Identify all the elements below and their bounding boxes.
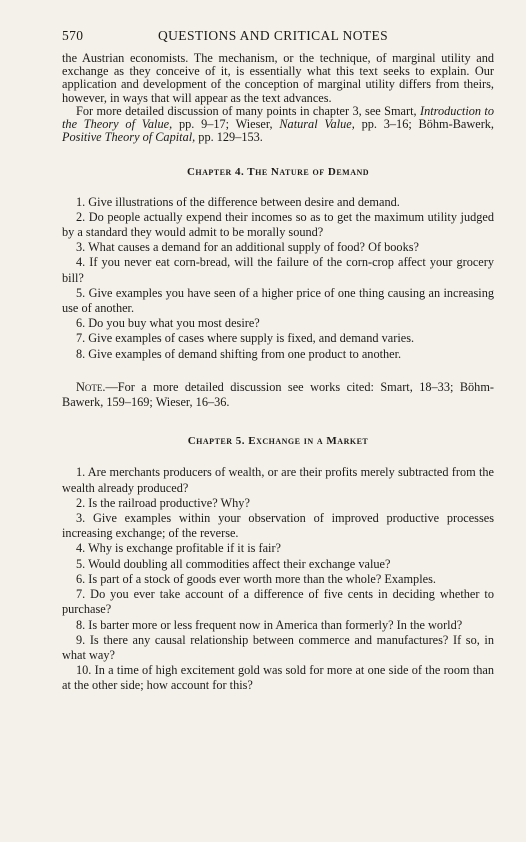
intro-paragraph: the Austrian economists. The mechanism, or the technique, of marginal utility and exchange as they conceive of it, is essentially what this text seeks to explain. Our application and development of the conception of marginal utility differs from theirs, however, in ways that will appear as the text advances. xyxy=(62,51,494,105)
question-item: 6. Do you buy what you most desire? xyxy=(76,316,260,331)
page-body xyxy=(62,52,494,694)
reading-pages-2: pp. 3–16; Böhm-Bawerk, xyxy=(361,117,495,132)
question-item: 1. Give illustrations of the difference between desire and demand. xyxy=(76,194,400,209)
question-item: 6. Is part of a stock of goods ever worth more than the whole? Examples. xyxy=(76,571,436,586)
question-item: 7. Do you ever take account of a difference of five cents in deciding whether to purchase? xyxy=(62,587,494,617)
question-item: 5. Would doubling all commodities affect their exchange value? xyxy=(76,556,391,571)
question-item: 3. Give examples within your observation of improved productive processes increasing exchange; of the reverse. xyxy=(62,511,494,541)
reading-pages-1: pp. 9–17; Wieser, xyxy=(178,117,273,132)
chapter-4-questions xyxy=(62,195,494,362)
question-item: 3. What causes a demand for an additional supply of food? Of books? xyxy=(76,240,419,255)
question-item: 4. If you never eat corn-bread, will the failure of the corn-crop affect your grocery bill? xyxy=(62,255,494,285)
reading-pages-3: pp. 129–153. xyxy=(198,130,263,145)
note-text: —For a more detailed discussion see works cited: Smart, 18–33; Böhm-Bawerk, 159–169; Wieser, 16–36. xyxy=(62,379,494,410)
chapter-4-note xyxy=(62,380,494,410)
question-item: 2. Is the railroad productive? Why? xyxy=(76,495,250,510)
further-reading-paragraph xyxy=(62,105,494,145)
question-item: 8. Is barter more or less frequent now in America than formerly? In the world? xyxy=(76,617,463,632)
book-title-smart: Introduction to the Theory of Value, xyxy=(62,103,494,132)
chapter-5-questions xyxy=(62,465,494,693)
question-item: 9. Is there any causal relationship between commerce and manufactures? If so, in what way? xyxy=(62,632,494,662)
running-title: QUESTIONS AND CRITICAL NOTES xyxy=(158,28,389,43)
question-item: 8. Give examples of demand shifting from one product to another. xyxy=(76,346,402,361)
reading-lead: For more detailed discussion of many points in chapter 3, see Smart, xyxy=(76,103,417,118)
question-item: 10. In a time of high excitement gold was sold for more at one side of the room than at the other side; how account for this? xyxy=(62,663,494,693)
question-item: 5. Give examples you have seen of a higher price of one thing causing an increasing use of another. xyxy=(62,285,494,316)
question-item: 1. Are merchants producers of wealth, or are their profits merely subtracted from the wealth already produced? xyxy=(62,465,494,495)
book-title-wieser: Natural Value, xyxy=(279,117,355,132)
chapter-4-heading: Chapter 4. The Nature of Demand xyxy=(186,166,370,179)
book-title-bohm-bawerk: Positive Theory of Capital, xyxy=(62,130,196,145)
chapter-5-heading: Chapter 5. Exchange in a Market xyxy=(187,435,369,448)
question-item: 7. Give examples of cases where supply is fixed, and demand varies. xyxy=(76,331,415,346)
running-header xyxy=(62,28,494,46)
intro-section xyxy=(62,52,494,144)
question-item: 4. Why is exchange profitable if it is fair? xyxy=(76,541,281,556)
note-label: Note. xyxy=(76,379,106,394)
page-number: 570 xyxy=(62,28,84,43)
question-item: 2. Do people actually expend their incomes so as to get the maximum utility judged by a standard they would admit to be morally sound? xyxy=(62,209,494,240)
